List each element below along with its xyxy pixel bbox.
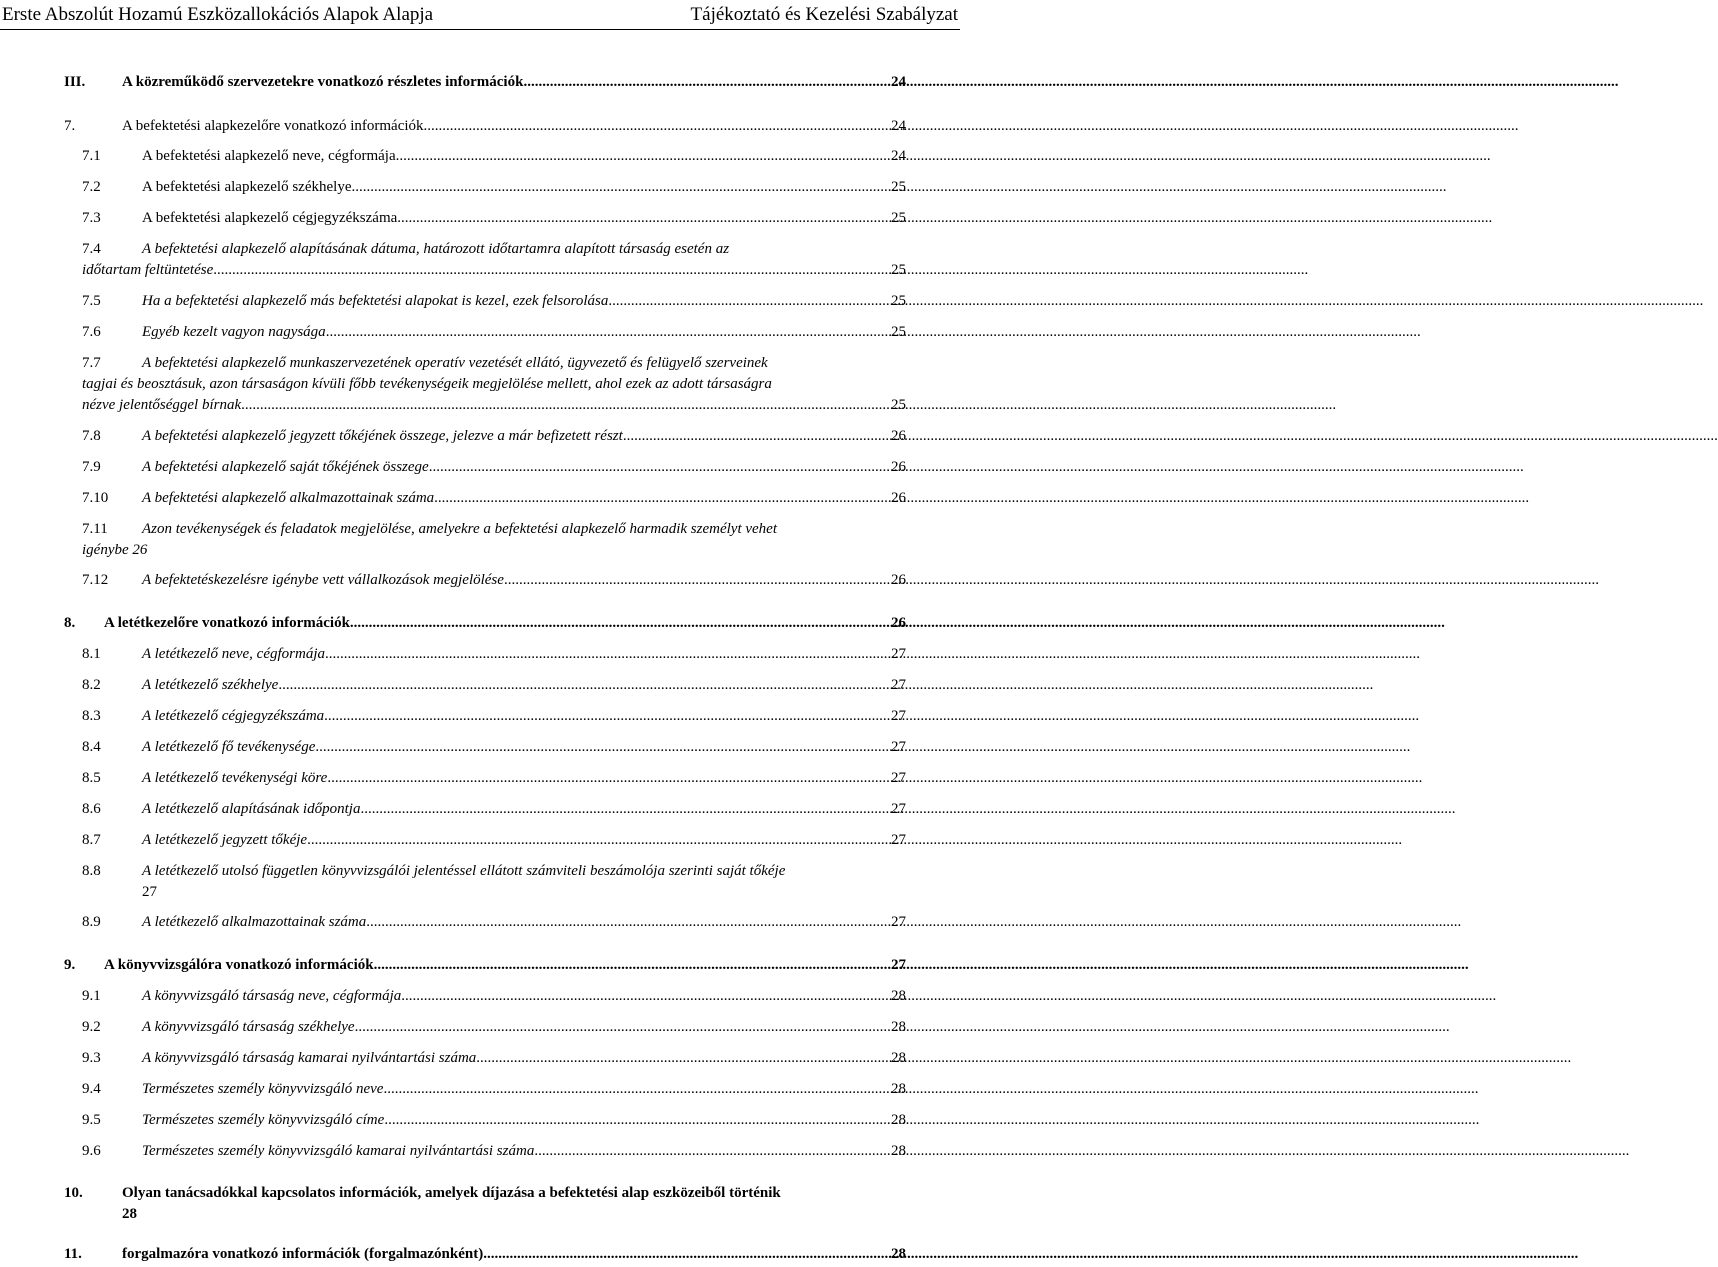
toc-number: 9.: [64, 957, 76, 973]
toc-title-line1: A befektetési alapkezelő alapításának dátuma, határozott időtartamra alapított társaság esetén az: [142, 241, 730, 257]
header-right-title: Tájékoztató és Kezelési Szabályzat: [690, 3, 958, 25]
toc-title: A letétkezelőre vonatkozó információk: [104, 615, 350, 631]
toc-title: A befektetési alapkezelő neve, cégformája: [142, 148, 396, 164]
toc-number: 7.10: [82, 490, 109, 506]
toc-page: 27: [891, 957, 906, 973]
toc-entry-8-4[interactable]: [82, 737, 906, 758]
toc-entry-8-7[interactable]: [82, 830, 906, 851]
toc-page: 25: [891, 397, 906, 413]
toc-number: 7.4: [82, 241, 101, 257]
toc-title: A befektetési alapkezelő saját tőkéjének összege: [142, 459, 429, 475]
toc-page: 27: [891, 677, 906, 693]
toc-entry-8-3[interactable]: [82, 706, 906, 727]
toc-page: 27: [891, 770, 906, 786]
toc-page: 27: [891, 708, 906, 724]
toc-entry-7-5[interactable]: [82, 291, 906, 312]
toc-entry-7[interactable]: [64, 116, 906, 137]
toc-title: Természetes személy könyvvizsgáló címe: [142, 1112, 385, 1128]
toc-title: Ha a befektetési alapkezelő más befektetési alapokat is kezel, ezek felsorolása: [142, 293, 609, 309]
toc-title-line2: 28: [122, 1206, 137, 1222]
toc-number: 9.4: [82, 1081, 101, 1097]
toc-title: A befektetéskezelésre igénybe vett vállalkozások megjelölése: [142, 572, 504, 588]
toc-page: 28: [891, 1050, 906, 1066]
toc-page: 28: [891, 988, 906, 1004]
toc-entry-7-12[interactable]: [82, 570, 906, 591]
toc-page: 26: [891, 428, 906, 444]
toc-entry-7-9[interactable]: [82, 457, 906, 478]
toc-number: 7.11: [82, 521, 108, 537]
toc-entry-8-9[interactable]: [82, 912, 906, 933]
toc-title: Természetes személy könyvvizsgáló kamarai nyilvántartási száma: [142, 1143, 535, 1159]
toc-page: 27: [891, 914, 906, 930]
toc-number: 9.2: [82, 1019, 101, 1035]
toc-page: 25: [891, 179, 906, 195]
toc-entry-9-6[interactable]: [82, 1141, 906, 1162]
toc-number: 7.6: [82, 324, 101, 340]
toc-title: A könyvvizsgálóra vonatkozó információk: [104, 957, 374, 973]
toc-title-line1: Azon tevékenységek és feladatok megjelölése, amelyekre a befektetési alapkezelő harmadik személyt vehet: [142, 521, 778, 537]
toc-title-line2: tagjai és beosztásuk, azon társaságon kívüli főbb tevékenységeik megjelölése mellett, ahol ezek az adott társaságra: [82, 376, 772, 392]
toc-title: A könyvvizsgáló társaság kamarai nyilvántartási száma: [142, 1050, 477, 1066]
toc-title: A letétkezelő jegyzett tőkéje: [142, 832, 308, 848]
toc-page: 25: [891, 262, 906, 278]
toc-entry-7-8[interactable]: [82, 426, 906, 447]
toc-page: 28: [891, 1019, 906, 1035]
toc-title: A befektetési alapkezelő cégjegyzékszáma: [142, 210, 398, 226]
toc-title: A befektetési alapkezelő jegyzett tőkéjének összege, jelezve a már befizetett részt: [142, 428, 623, 444]
toc-page: 25: [891, 324, 906, 340]
toc-entry-11[interactable]: [64, 1244, 906, 1265]
toc-number: 8.3: [82, 708, 101, 724]
toc-page: 27: [891, 801, 906, 817]
toc-number: 8.6: [82, 801, 101, 817]
toc-entry-III[interactable]: [64, 72, 906, 93]
toc-page: 24: [891, 148, 906, 164]
toc-number: 8.7: [82, 832, 101, 848]
toc-title: Természetes személy könyvvizsgáló neve: [142, 1081, 384, 1097]
toc-page: 25: [891, 210, 906, 226]
toc-number: III.: [64, 74, 86, 90]
toc-title: A könyvvizsgáló társaság székhelye: [142, 1019, 355, 1035]
toc-title-line2: időtartam feltüntetése: [82, 262, 214, 278]
toc-number: 8.1: [82, 646, 101, 662]
toc-number: 11.: [64, 1246, 82, 1262]
toc-entry-8-5[interactable]: [82, 768, 906, 789]
toc-title-line2: 27: [142, 884, 157, 900]
toc-entry-10[interactable]: [64, 1183, 906, 1225]
toc-number: 9.6: [82, 1143, 101, 1159]
toc-title: A letétkezelő fő tevékenysége: [142, 739, 316, 755]
toc-entry-9-4[interactable]: [82, 1079, 906, 1100]
toc-title-line3: nézve jelentőséggel bírnak: [82, 397, 242, 413]
toc-page: 28: [891, 1143, 906, 1159]
toc-page: 27: [891, 832, 906, 848]
toc-title: A letétkezelő cégjegyzékszáma: [142, 708, 325, 724]
toc-title: A letétkezelő tevékenységi köre: [142, 770, 328, 786]
toc-number: 9.5: [82, 1112, 101, 1128]
page-header: [0, 0, 960, 30]
toc-number: 9.3: [82, 1050, 101, 1066]
toc-page: 28: [891, 1112, 906, 1128]
toc-page: 24: [891, 118, 906, 134]
toc-entry-8-8[interactable]: [82, 861, 906, 903]
toc-entry-9-3[interactable]: [82, 1048, 906, 1069]
toc-title-line1: Olyan tanácsadókkal kapcsolatos információk, amelyek díjazása a befektetési alap eszközeiből történik: [122, 1185, 781, 1201]
toc-entry-8-2[interactable]: [82, 675, 906, 696]
toc-title: A letétkezelő neve, cégformája: [142, 646, 325, 662]
toc-number: 7.1: [82, 148, 101, 164]
toc-title: Egyéb kezelt vagyon nagysága: [142, 324, 326, 340]
toc-page: 28: [891, 1081, 906, 1097]
toc-number: 10.: [64, 1185, 83, 1201]
toc-title: A befektetési alapkezelő székhelye: [142, 179, 352, 195]
toc-page: 24: [891, 74, 906, 90]
toc-entry-8-6[interactable]: [82, 799, 906, 820]
toc-page: 26: [891, 459, 906, 475]
toc-number: 8.9: [82, 914, 101, 930]
toc-page: 26: [891, 572, 906, 588]
header-left-title: Erste Abszolút Hozamú Eszközallokációs Alapok Alapja: [2, 3, 434, 25]
toc-number: 8.4: [82, 739, 101, 755]
toc-entry-7-4[interactable]: [82, 239, 906, 281]
toc-title: A letétkezelő alkalmazottainak száma: [142, 914, 367, 930]
toc-title-line1: A letétkezelő utolsó független könyvvizsgálói jelentéssel ellátott számviteli beszámolója szerinti saját tőkéje: [142, 863, 786, 879]
toc-entry-7-6[interactable]: [82, 322, 906, 343]
toc-number: 7.3: [82, 210, 101, 226]
toc-number: 8.2: [82, 677, 101, 693]
toc-number: 8.: [64, 615, 76, 631]
toc-page: 25: [891, 293, 906, 309]
toc-page: 26: [891, 615, 906, 631]
toc-page: 27: [891, 646, 906, 662]
toc-number: 7.9: [82, 459, 101, 475]
toc-title: A könyvvizsgáló társaság neve, cégformája: [142, 988, 402, 1004]
toc-entry-7-10[interactable]: [82, 488, 906, 509]
toc-number: 7.8: [82, 428, 101, 444]
toc-entry-7-1[interactable]: [82, 146, 906, 167]
toc-title: A befektetési alapkezelő alkalmazottainak száma: [142, 490, 435, 506]
toc-entry-7-11[interactable]: [82, 519, 906, 561]
toc-entry-7-7[interactable]: [82, 353, 906, 416]
toc-entry-8-1[interactable]: [82, 644, 906, 665]
toc-title: A letétkezelő székhelye: [142, 677, 279, 693]
toc-number: 7.7: [82, 355, 101, 371]
toc-entry-9-2[interactable]: [82, 1017, 906, 1038]
toc-title: A befektetési alapkezelőre vonatkozó információk: [122, 118, 424, 134]
toc-entry-7-2[interactable]: [82, 177, 906, 198]
toc-number: 8.5: [82, 770, 101, 786]
toc-title-line2: igénybe 26: [82, 542, 148, 558]
toc-number: 7.12: [82, 572, 109, 588]
toc-title: A letétkezelő alapításának időpontja: [142, 801, 361, 817]
toc-entry-9-5[interactable]: [82, 1110, 906, 1131]
toc-entry-9-1[interactable]: [82, 986, 906, 1007]
toc-page: 28: [891, 1246, 906, 1262]
toc-page: 26: [891, 490, 906, 506]
toc-page: 27: [891, 739, 906, 755]
toc-number: 7.: [64, 118, 76, 134]
toc-number: 7.5: [82, 293, 101, 309]
toc-number: 8.8: [82, 863, 101, 879]
toc-entry-7-3[interactable]: [82, 208, 906, 229]
toc-title: forgalmazóra vonatkozó információk (forgalmazónként): [122, 1246, 484, 1262]
toc-number: 7.2: [82, 179, 101, 195]
toc-title-line1: A befektetési alapkezelő munkaszervezetének operatív vezetését ellátó, ügyvezető és felügyelő szerveinek: [142, 355, 768, 371]
toc-entry-9[interactable]: [64, 955, 906, 976]
toc-entry-8[interactable]: [64, 613, 906, 634]
toc-number: 9.1: [82, 988, 101, 1004]
toc-title: A közreműködő szervezetekre vonatkozó részletes információk: [122, 74, 524, 90]
